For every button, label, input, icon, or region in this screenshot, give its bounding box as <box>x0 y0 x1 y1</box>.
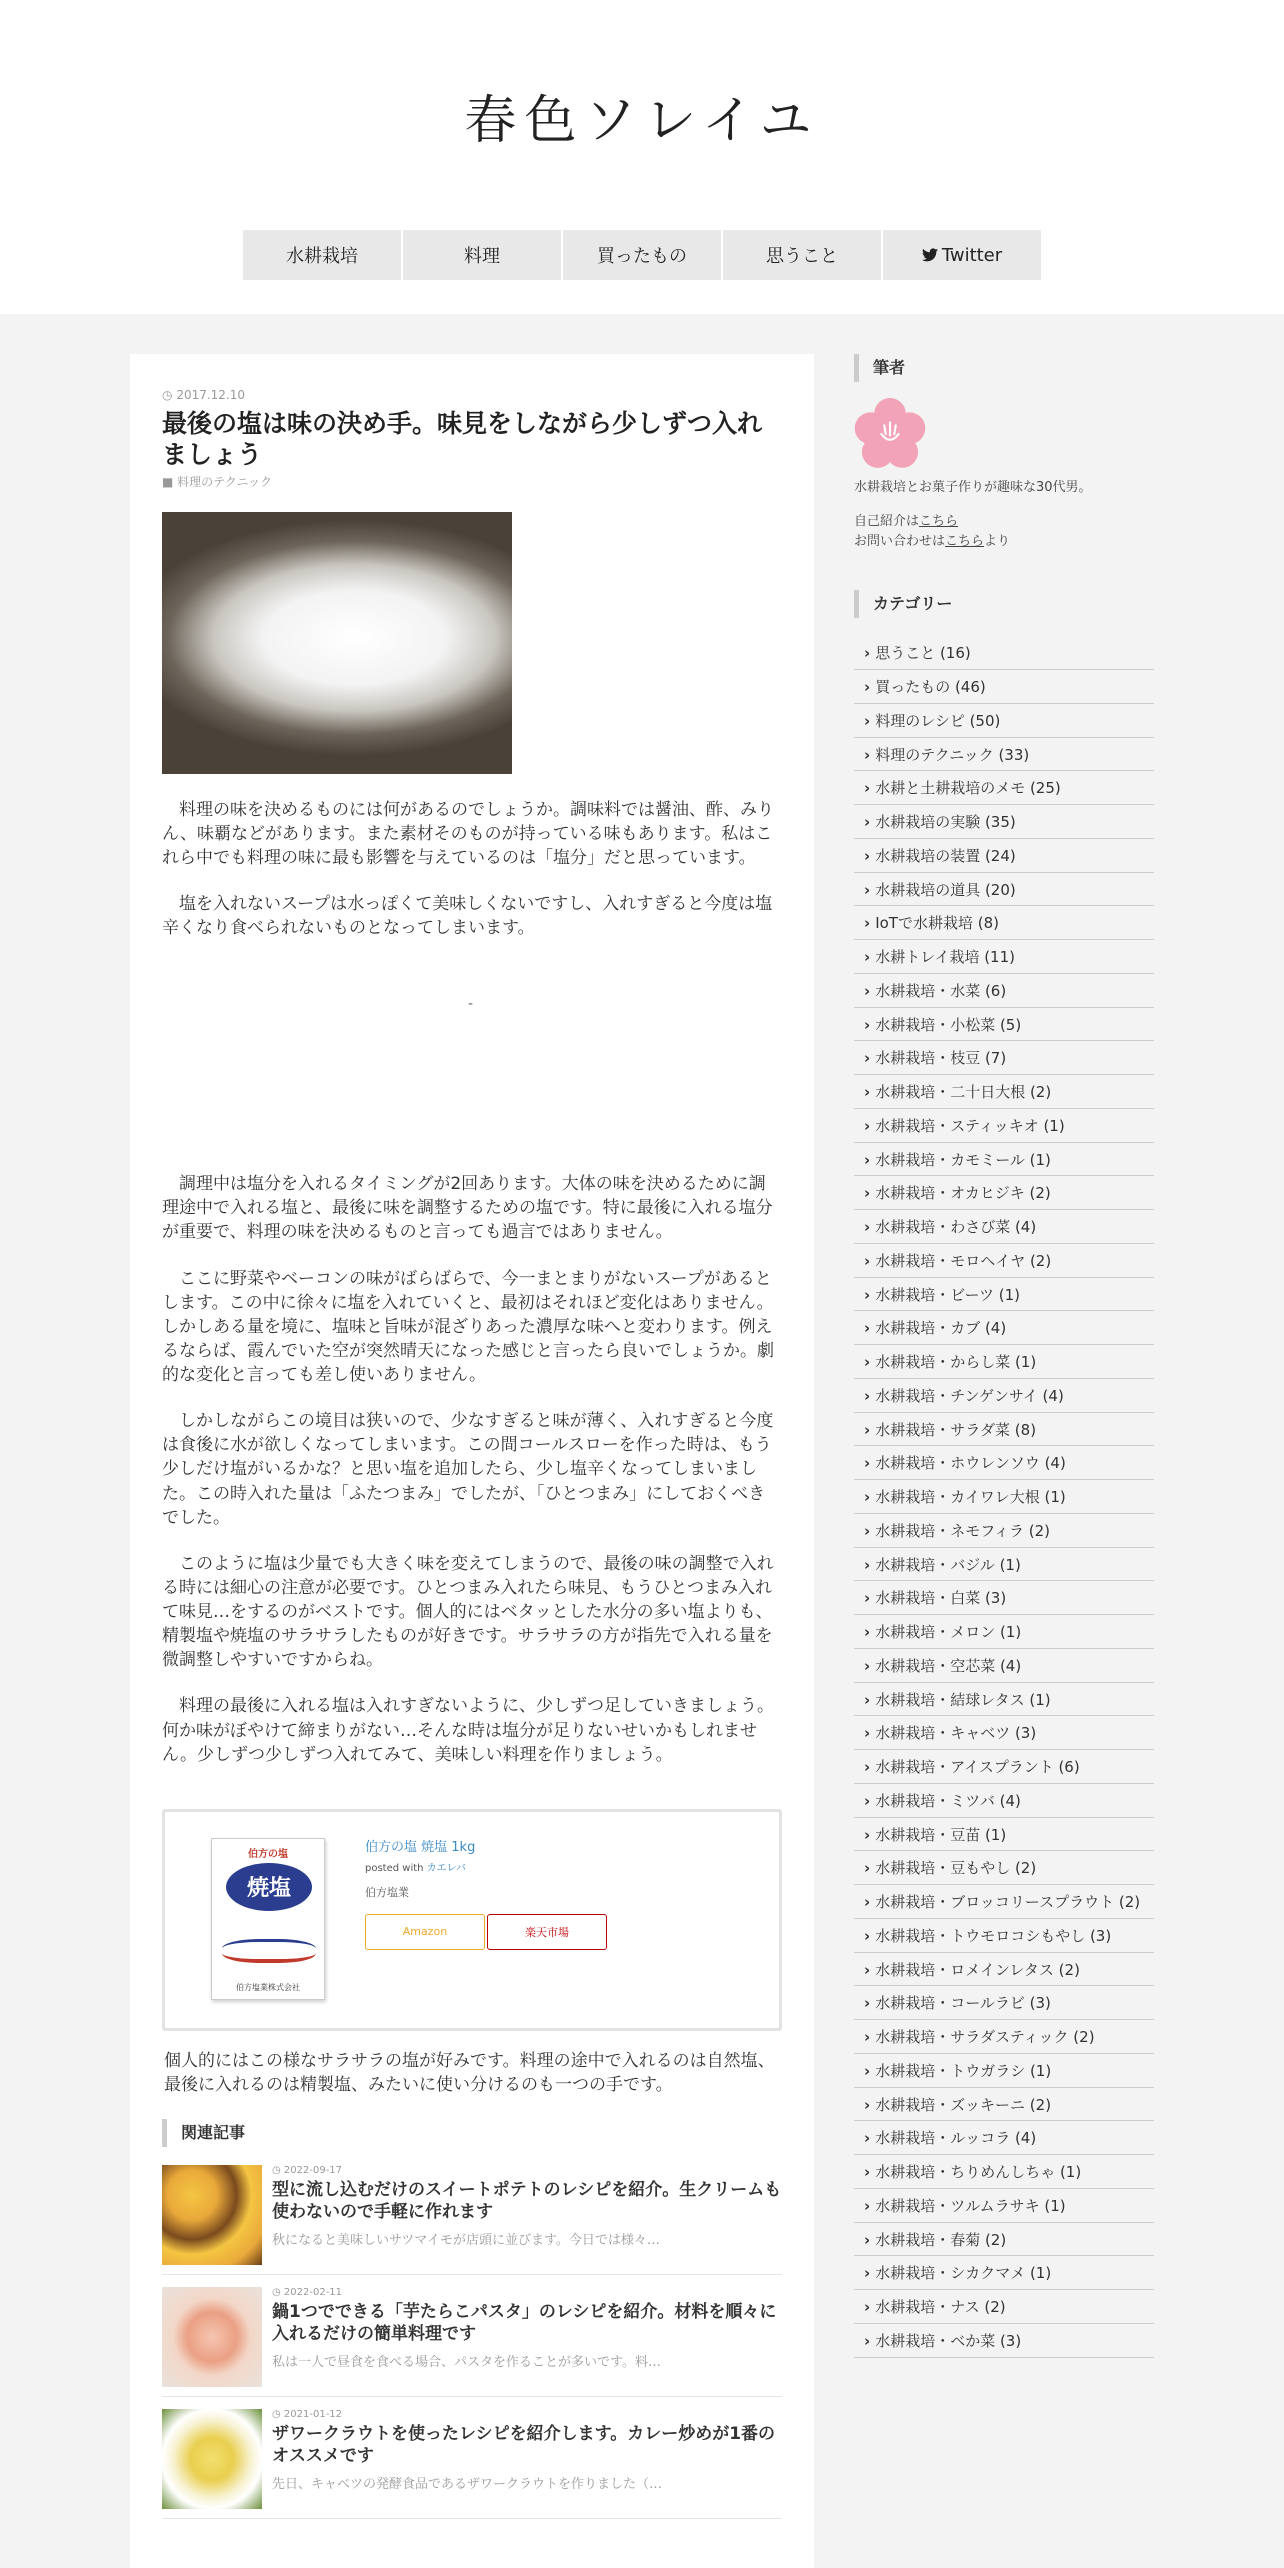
related-item[interactable] <box>162 2287 782 2397</box>
nav-label: Twitter <box>941 244 1003 266</box>
nav-item-purchases[interactable] <box>563 230 721 280</box>
folder-icon: ■ <box>162 474 174 489</box>
category-item[interactable]: › 水耕栽培・ちりめんしちゃ (1) <box>854 2155 1154 2189</box>
author-heading: 筆者 <box>854 354 1154 382</box>
clock-icon: ◷ <box>162 388 173 402</box>
category-item[interactable]: › 水耕栽培・カブ (4) <box>854 1311 1154 1345</box>
product-image[interactable]: 伯方の塩 焼塩 伯方塩業株式会社 <box>211 1838 325 2000</box>
nav-label: 料理 <box>464 246 500 267</box>
category-item[interactable]: › 水耕栽培・豆苗 (1) <box>854 1818 1154 1852</box>
category-item[interactable]: › 水耕栽培・サラダ菜 (8) <box>854 1413 1154 1447</box>
category-item[interactable]: › 料理のレシピ (50) <box>854 704 1154 738</box>
category-item[interactable]: › 水耕栽培・結球レタス (1) <box>854 1683 1154 1717</box>
product-maker: 伯方塩業 <box>365 1885 409 1899</box>
rakuten-button[interactable]: 楽天市場 <box>487 1914 607 1950</box>
product-info <box>365 1836 609 1950</box>
nav-label: 買ったもの <box>597 246 687 267</box>
category-item[interactable]: › 水耕栽培・からし菜 (1) <box>854 1345 1154 1379</box>
category-item[interactable]: › 水耕栽培・わさび菜 (4) <box>854 1210 1154 1244</box>
clock-icon: ◷ <box>272 2287 284 2298</box>
category-item[interactable]: › 水耕栽培・スティッキオ (1) <box>854 1109 1154 1143</box>
category-item[interactable]: › 水耕栽培・小松菜 (5) <box>854 1008 1154 1042</box>
site-title[interactable]: 春色ソレイユ <box>464 91 820 151</box>
sidebar <box>854 354 1154 2358</box>
category-item[interactable]: › 水耕と土耕栽培のメモ (25) <box>854 771 1154 805</box>
nav-item-thoughts[interactable] <box>723 230 881 280</box>
related-title[interactable]: ザワークラウトを使ったレシピを紹介します。カレー炒めが1番のオススメです <box>272 2424 776 2467</box>
related-excerpt: 秋になると美味しいサツマイモが店頭に並びます。今日では様々… <box>272 2233 660 2249</box>
cherry-blossom-avatar-icon <box>854 398 926 470</box>
category-item[interactable]: › 水耕栽培・ズッキーニ (2) <box>854 2088 1154 2122</box>
contact-link[interactable]: こちら <box>945 534 985 550</box>
self-intro-link[interactable]: こちら <box>919 514 959 530</box>
category-item[interactable]: › 買ったもの (46) <box>854 670 1154 704</box>
article-paragraph: このように塩は少量でも大きく味を変えてしまうので、最後の味の調整で入れる時には細心の注意が必要です。ひとつまみ入れたら味見、もうひとつまみ入れて味見…をするのがベストです。個人的にはベタッとした水分の多い塩よりも、精製塩や焼塩のサラサラしたものが好きです。サラサラの方が指先で入れる量を微調整しやすいですからね。 <box>162 1553 774 1671</box>
category-item[interactable]: › 水耕栽培・二十日大根 (2) <box>854 1075 1154 1109</box>
article-paragraph: 個人的にはこの様なサラサラの塩が好みです。料理の途中で入れるのは自然塩、最後に入れるのは精製塩、みたいに使い分けるのも一つの手です。 <box>164 2050 775 2095</box>
nav-item-cooking[interactable] <box>403 230 561 280</box>
twitter-icon <box>922 248 938 262</box>
category-item[interactable]: › 水耕栽培・トウモロコシもやし (3) <box>854 1919 1154 1953</box>
article-paragraph: 料理の味を決めるものには何があるのでしょうか。調味料では醤油、酢、みりん、味覇などがあります。また素材そのものが持っている味もあります。私はこれら中でも料理の味に最も影響を与えているのは「塩分」だと思っています。 <box>162 799 774 868</box>
salt-photo <box>162 512 512 774</box>
category-item[interactable]: › 水耕栽培・バジル (1) <box>854 1548 1154 1582</box>
related-heading: 関連記事 <box>162 2119 782 2147</box>
clock-icon: ◷ <box>272 2165 284 2176</box>
related-excerpt: 先日、キャベツの発酵食品であるザワークラウトを作りました（… <box>272 2477 663 2493</box>
nav-label: 思うこと <box>766 246 838 267</box>
category-item[interactable]: › 水耕栽培・カモミール (1) <box>854 1143 1154 1177</box>
related-date: ◷ 2022-02-11 <box>272 2287 343 2298</box>
post-title: 最後の塩は味の決め手。味見をしながら少しずつ入れましょう <box>162 409 763 470</box>
category-item[interactable]: › 水耕栽培・モロヘイヤ (2) <box>854 1244 1154 1278</box>
category-list <box>854 636 1154 2357</box>
category-item[interactable]: › 水耕栽培・空芯菜 (4) <box>854 1649 1154 1683</box>
nav-item-twitter[interactable] <box>883 230 1041 280</box>
category-item[interactable]: › 水耕栽培・シカクマメ (1) <box>854 2256 1154 2290</box>
clock-icon: ◷ <box>272 2409 284 2420</box>
product-card <box>162 1809 782 2031</box>
posted-with: posted with カエレバ <box>365 1862 466 1874</box>
category-item[interactable]: › 水耕栽培・アイスプラント (6) <box>854 1750 1154 1784</box>
nav-label: 水耕栽培 <box>286 246 358 267</box>
amazon-button[interactable]: Amazon <box>365 1914 485 1950</box>
category-item[interactable]: › 水耕栽培・メロン (1) <box>854 1615 1154 1649</box>
category-item[interactable]: › 水耕栽培・サラダスティック (2) <box>854 2020 1154 2054</box>
category-item[interactable]: › 水耕栽培・ブロッコリースプラウト (2) <box>854 1885 1154 1919</box>
site-header <box>0 0 1284 314</box>
category-item[interactable]: › 水耕栽培・ネモフィラ (2) <box>854 1514 1154 1548</box>
category-item[interactable]: › 水耕栽培の実験 (35) <box>854 805 1154 839</box>
category-item[interactable]: › 水耕栽培・ビーツ (1) <box>854 1278 1154 1312</box>
category-item[interactable]: › 水耕栽培・ツルムラサキ (1) <box>854 2189 1154 2223</box>
related-item[interactable] <box>162 2409 782 2519</box>
category-item[interactable]: › 水耕栽培の装置 (24) <box>854 839 1154 873</box>
category-item[interactable]: › 水耕栽培・チンゲンサイ (4) <box>854 1379 1154 1413</box>
author-description: 水耕栽培とお菓子作りが趣味な30代男。 <box>854 480 1092 495</box>
related-thumbnail[interactable] <box>162 2287 262 2387</box>
ad-placeholder: - <box>468 996 474 1013</box>
product-title-link[interactable]: 伯方の塩 焼塩 1kg <box>365 1839 476 1855</box>
category-item[interactable]: › 思うこと (16) <box>854 636 1154 670</box>
category-item[interactable]: › 料理のテクニック (33) <box>854 738 1154 772</box>
post-date: ◷ 2017.12.10 <box>162 388 246 402</box>
category-item[interactable]: › 水耕栽培・ミツバ (4) <box>854 1784 1154 1818</box>
related-date: ◷ 2021-01-12 <box>272 2409 343 2420</box>
category-item[interactable]: › 水耕栽培・コールラビ (3) <box>854 1986 1154 2020</box>
related-title[interactable]: 型に流し込むだけのスイートポテトのレシピを紹介。生クリームも使わないので手軽に作れます <box>272 2180 782 2223</box>
category-item[interactable]: › 水耕トレイ栽培 (11) <box>854 940 1154 974</box>
category-item[interactable]: › 水耕栽培・白菜 (3) <box>854 1581 1154 1615</box>
related-title[interactable]: 鍋1つでできる「芋たらこパスタ」のレシピを紹介。材料を順々に入れるだけの簡単料理です <box>272 2302 777 2345</box>
article-paragraph: 料理の最後に入れる塩は入れすぎないように、少しずつ足していきましょう。何か味がぼやけて締まりがない…そんな時は塩分が足りないせいかもしれません。少しずつ少しずつ入れてみて、美味しい料理を作りましょう。 <box>162 1696 774 1765</box>
category-item[interactable]: › 水耕栽培・キャベツ (3) <box>854 1716 1154 1750</box>
category-item[interactable]: › 水耕栽培・枝豆 (7) <box>854 1041 1154 1075</box>
category-item[interactable]: › 水耕栽培・ルッコラ (4) <box>854 2121 1154 2155</box>
self-intro-line: 自己紹介はこちら <box>854 514 959 530</box>
article-paragraph: ここに野菜やベーコンの味がばらばらで、今一まとまりがないスープがあるとします。この中に徐々に塩を入れていくと、最初はそれほど変化はありません。しかしある量を境に、塩味と旨味が混ざりあった濃厚な味へと変わります。例えるならば、霞んでいた空が突然晴天になった感じと言ったら良いでしょうか。劇的な変化と言っても差し使いありません。 <box>162 1268 774 1385</box>
related-thumbnail[interactable] <box>162 2409 262 2509</box>
article-paragraph: 塩を入れないスープは水っぽくて美味しくないですし、入れすぎると今度は塩辛くなり食べられないものとなってしまいます。 <box>162 893 773 938</box>
category-item[interactable]: › 水耕栽培・豆もやし (2) <box>854 1851 1154 1885</box>
related-item[interactable] <box>162 2165 782 2275</box>
related-date: ◷ 2022-09-17 <box>272 2165 343 2176</box>
category-item[interactable]: › 水耕栽培・カイワレ大根 (1) <box>854 1480 1154 1514</box>
category-item[interactable]: › 水耕栽培・ベか菜 (3) <box>854 2324 1154 2358</box>
related-excerpt: 私は一人で昼食を食べる場合、パスタを作ることが多いです。料… <box>272 2355 661 2371</box>
category-item[interactable]: › 水耕栽培・オカヒジキ (2) <box>854 1176 1154 1210</box>
kaereba-link[interactable]: カエレバ <box>426 1862 466 1874</box>
related-thumbnail[interactable] <box>162 2165 262 2265</box>
category-item[interactable]: › 水耕栽培・ホウレンソウ (4) <box>854 1446 1154 1480</box>
article-paragraph: しかしながらこの境目は狭いので、少なすぎると味が薄く、入れすぎると今度は食後に水が欲しくなってしまいます。この間コールスローを作った時は、もう少しだけ塩がいるかな？と思い塩を追加したら、少し塩辛くなってしまいました。この時入れた量は「ふたつまみ」でしたが、「ひとつまみ」にしておくべきでした。 <box>162 1411 774 1528</box>
global-nav <box>243 230 1041 280</box>
article-main <box>130 354 814 2568</box>
category-item[interactable]: › IoTで水耕栽培 (8) <box>854 906 1154 940</box>
category-item[interactable]: › 水耕栽培・春菊 (2) <box>854 2223 1154 2257</box>
category-item[interactable]: › 水耕栽培・ナス (2) <box>854 2290 1154 2324</box>
category-item[interactable]: › 水耕栽培・ロメインレタス (2) <box>854 1953 1154 1987</box>
nav-item-hydroponics[interactable] <box>243 230 401 280</box>
category-item[interactable]: › 水耕栽培の道具 (20) <box>854 873 1154 907</box>
ad-space <box>162 962 782 1172</box>
post-category[interactable]: ■ 料理のテクニック <box>162 474 272 489</box>
category-heading: カテゴリー <box>854 590 1154 618</box>
article-paragraph: 調理中は塩分を入れるタイミングが2回あります。大体の味を決めるために調理途中で入れる塩と、最後に味を調整するための塩です。特に最後に入れる塩分が重要で、料理の味を決めるものと言っても過言ではありません。 <box>162 1174 773 1243</box>
category-item[interactable]: › 水耕栽培・トウガラシ (1) <box>854 2054 1154 2088</box>
category-item[interactable]: › 水耕栽培・水菜 (6) <box>854 974 1154 1008</box>
contact-line: お問い合わせはこちらより <box>854 534 1011 550</box>
